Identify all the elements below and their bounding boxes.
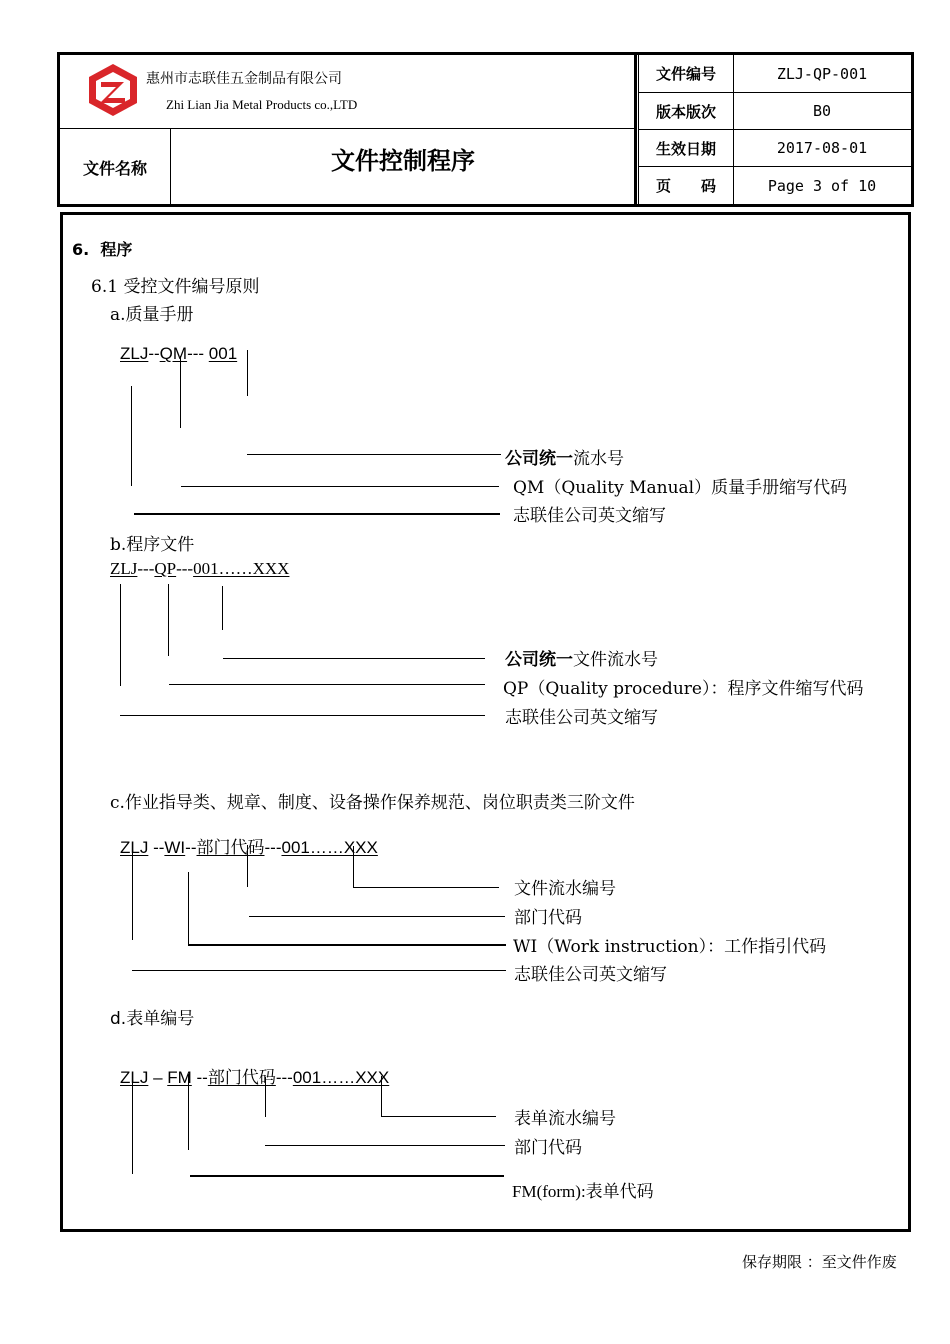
code-part: ZLJ [120,838,149,857]
section-c-label: 志联佳公司英文缩写 [514,965,667,985]
connector-line [188,1074,189,1150]
field-label: 版本版次 [655,102,716,121]
code-sep: --- [275,1068,293,1087]
section-a-label [505,444,624,469]
connector-line [381,1076,382,1116]
connector-line [381,1116,496,1117]
connector-line [181,486,499,487]
page-number-value: Page 3 of 10 [767,176,877,195]
code-part: 001……XXX [292,1068,390,1087]
section-a-label: 志联佳公司英文缩写 [513,506,666,526]
section-heading: 6. 程序 [72,240,133,259]
header-divider [634,52,637,207]
connector-line [188,944,506,946]
section-c-code [120,833,378,858]
section-a-code [120,344,237,364]
header-divider [57,128,636,129]
header-divider [170,129,171,207]
connector-line [190,1175,504,1177]
connector-line [180,356,181,428]
connector-line [222,586,223,630]
connector-line [169,684,485,685]
connector-line [265,1077,266,1117]
connector-line [132,842,133,940]
connector-line [132,970,506,971]
code-sep: --- [187,344,209,363]
code-part: QM [159,344,188,363]
code-sep: -- [148,344,160,363]
section-b-label: 志联佳公司英文缩写 [505,708,658,728]
code-part: ZLJ [120,1068,149,1087]
connector-line [265,1145,505,1146]
code-part: 001……XXX [193,559,290,578]
company-name-cn: 惠州市志联佳五金制品有限公司 [146,71,342,87]
connector-line [131,386,132,486]
connector-line [120,715,485,716]
connector-line [132,1072,133,1174]
code-part: ZLJ [110,559,138,578]
section-d-title: d.表单编号 [110,1009,195,1029]
label-text: 流水号 [573,449,624,469]
connector-line [247,454,501,455]
section-b-title: b.程序文件 [110,535,195,555]
section-d-label: FM(form):表单代码 [512,1182,654,1201]
retention-note: 保存期限 ：至文件作废 [742,1253,897,1271]
section-b-code [110,559,289,579]
code-sep: --- [137,559,155,578]
connector-line [353,846,354,888]
code-part: WI [164,838,186,857]
section-c-title: c.作业指导类、规章、制度、设备操作保养规范、岗位职责类三阶文件 [110,793,635,813]
code-sep: -- [185,838,197,857]
section-d-label: 部门代码 [514,1138,582,1158]
code-part: 001 [208,344,238,363]
field-label: 文件编号 [655,65,716,83]
section-a-title: a.质量手册 [110,305,194,325]
code-part: ZLJ [120,344,149,363]
connector-line [247,845,248,887]
code-part: FM [167,1068,192,1087]
section-c-label: 文件流水编号 [514,879,616,899]
connector-line [247,350,248,396]
code-sep: -- [191,1068,208,1087]
zlj-logo-icon [86,62,140,118]
section-c-label: WI（Work instruction）：工作指引代码 [513,937,827,957]
doc-name-label: 文件名称 [82,158,147,178]
section-c-label: 部门代码 [514,908,582,928]
code-part: QP [154,559,177,578]
section-d-code [120,1063,389,1088]
company-name-en: Zhi Lian Jia Metal Products co.,LTD [166,97,358,112]
code-part: 部门代码 [196,838,265,857]
code-sep: --- [264,838,282,857]
connector-line [168,584,169,656]
effective-date-value: 2017-08-01 [776,139,868,157]
code-part: 部门代码 [207,1068,276,1087]
field-label: 生效日期 [655,139,716,158]
section-b-label [505,645,658,670]
section-d-label: 表单流水编号 [514,1109,616,1129]
connector-line [353,887,499,888]
code-sep: – [148,1068,168,1087]
code-sep: -- [148,838,165,857]
label-bold: 公司统一 [505,449,573,469]
section-b-label: QP（Quality procedure）：程序文件缩写代码 [503,679,864,699]
connector-line [120,584,121,686]
connector-line [188,872,189,946]
connector-line [134,513,500,515]
section-a-label: QM（Quality Manual）质量手册缩写代码 [513,478,848,498]
label-text: 文件流水号 [573,650,658,670]
code-part: 001……XXX [281,838,378,857]
doc-title: 文件控制程序 [331,146,475,175]
doc-number-value: ZLJ-QP-001 [776,64,868,83]
connector-line [223,658,485,659]
version-value: B0 [812,102,832,120]
field-label: 页 码 [655,177,716,195]
sub-heading: 6.1 受控文件编号原则 [91,277,260,297]
code-sep: --- [176,559,194,578]
connector-line [249,916,505,917]
label-bold: 公司统一 [505,650,573,670]
